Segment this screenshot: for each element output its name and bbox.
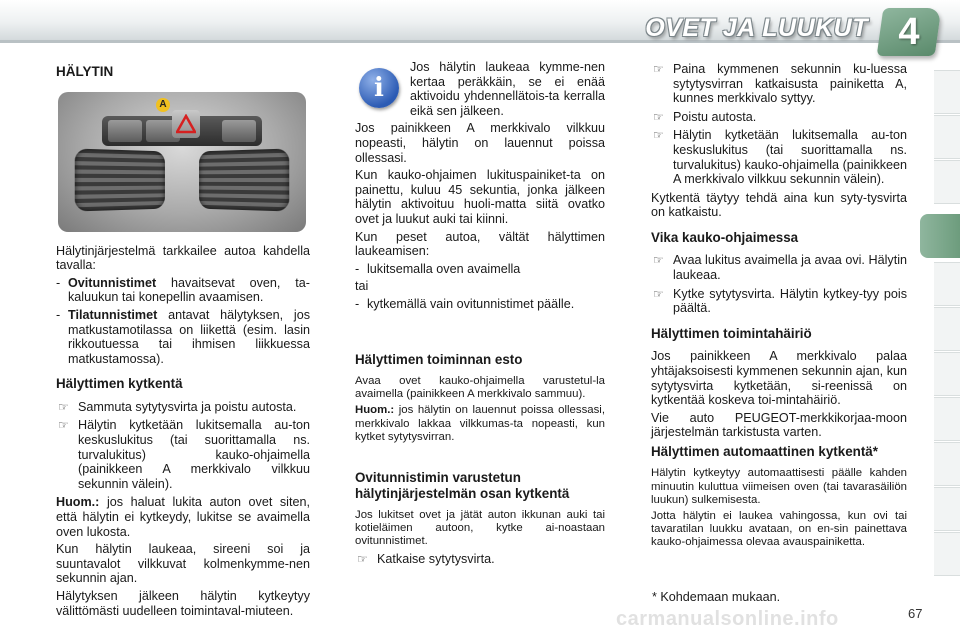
dashboard-button xyxy=(222,120,256,142)
fault-title: Vika kauko-ohjaimessa xyxy=(651,229,799,245)
step-item: ☞ Kytke sytytysvirta. Hälytin kytkey-tyy pois päältä. xyxy=(653,286,907,316)
finger-pointer-icon: ☞ xyxy=(653,109,664,124)
step-item: ☞ Hälytin kytketään lukitsemalla au-ton keskuslukitus (tai suorittamalla ns. turvalukitus) kauko-ohjaimella (painikkeen A merkkivalo vilkkuu sekunnin välein). xyxy=(58,418,310,491)
info-icon: i xyxy=(359,68,399,108)
page-header xyxy=(0,0,960,56)
photo-label-a: A xyxy=(156,98,170,112)
unlock-paragraph: Kun kauko-ohjaimen lukituspainiket-ta on painettu, kuluu 45 sekuntia, jonka jälkeen hälytin aktivoituu huoli-matta siitä ovatko ovet ja luukut auki tai kiinni. xyxy=(355,168,605,226)
mode-item: - Tilatunnistimet antavat hälytyksen, jos matkustamotilassa on liikettä (esim. lasin rikkoutuessa tai ihmisen liikkuessa matkustamossa). xyxy=(56,307,310,366)
chapter-tab xyxy=(934,532,960,576)
mode-item: - Ovitunnistimet havaitsevat oven, ta-kaluukun tai konepellin avaamisen. xyxy=(56,275,310,305)
chapter-tab xyxy=(934,115,960,159)
chapter-tab xyxy=(934,442,960,486)
step-item: ☞ Poistu autosta. xyxy=(653,109,757,124)
finger-pointer-icon: ☞ xyxy=(58,399,69,414)
prevent-title: Hälyttimen toiminnan esto xyxy=(355,351,523,367)
chapter-tab xyxy=(934,160,960,204)
sound-paragraph: Kun hälytin laukeaa, sireeni soi ja suuntavalot vilkkuvat kolmenkymme-nen sekunnin ajan. xyxy=(56,542,310,586)
chapter-tab-active xyxy=(920,214,960,258)
step-item: ☞ Katkaise sytytysvirta. xyxy=(357,551,495,566)
mode-term: Ovitunnistimet xyxy=(68,275,157,290)
chapter-tab xyxy=(934,397,960,441)
door-sensor-title: Ovitunnistimin varustetun hälytinjärjestelmän osan kytkentä xyxy=(355,470,570,501)
watermark: carmanualsonline.info xyxy=(616,608,839,630)
mode-term: Tilatunnistimet xyxy=(68,307,158,322)
chapter-tab xyxy=(934,307,960,351)
rearm-paragraph: Hälytyksen jälkeen hälytin kytkeytyy välittömästi uudelleen toimintaval-miuteen. xyxy=(56,588,310,618)
activation-title: Hälyttimen kytkentä xyxy=(56,376,183,392)
note-paragraph: Huom.: jos haluat lukita auton ovet siten, että hälytin ei kytkeydy, lukitse se avaimella oven lukosta. xyxy=(56,495,310,539)
chapter-title: OVET JA LUUKUT xyxy=(645,14,868,42)
press-a-paragraph: Jos painikkeen A merkkivalo vilkkuu nopeasti, hälytin on lauennut poissa ollessasi. xyxy=(355,121,605,165)
chapter-tab xyxy=(934,262,960,306)
hazard-triangle-icon xyxy=(176,114,196,134)
auto-activation-title: Hälyttimen automaattinen kytkentä* xyxy=(651,443,878,459)
malfunction-text: Jos painikkeen A merkkivalo palaa yhtäjaksoisesti kymmenen sekunnin ajan, kun sytytysvirta kytketään, si-reenissä on kytkentää koskeva toi-mintahäiriö. xyxy=(651,349,907,408)
chapter-tab xyxy=(934,487,960,531)
hazard-button xyxy=(172,110,200,138)
step-item: ☞ Hälytin kytketään lukitsemalla au-ton keskuslukitus (tai suorittamalla ns. turvalukitus) kauko-ohjaimella (painikkeen A merkkivalo vilkkuu sekunnin välein). xyxy=(653,128,907,187)
intro-text: Hälytinjärjestelmä tarkkailee autoa kahdella tavalla: xyxy=(56,243,310,273)
info-box xyxy=(355,60,605,118)
finger-pointer-icon: ☞ xyxy=(653,286,664,301)
chapter-number-badge xyxy=(877,8,942,56)
step-item: ☞ Avaa lukitus avaimella ja avaa ovi. Hälytin laukeaa. xyxy=(653,253,907,283)
footnote: * Kohdemaan mukaan. xyxy=(652,590,781,604)
auto-activation-text2: Jotta hälytin ei laukea vahingossa, kun ovi tai tavaratilan luukku avataan, on en-sin painettava kauko-ohjaimessa olevaa avauspainiketta. xyxy=(651,509,907,549)
prevent-note: Huom.: jos hälytin on lauennut poissa ollessasi, merkkivalo lakkaa vilkkumas-ta nopeasti, kun kytket sytytysvirran. xyxy=(355,404,605,443)
right-air-vent xyxy=(199,148,289,211)
column-left xyxy=(56,56,310,621)
finger-pointer-icon: ☞ xyxy=(357,551,368,566)
info-text: Jos hälytin laukeaa kymme-nen kertaa peräkkäin, se ei enää aktivoidu yhdennellätois-ta kerralla eikä sen jälkeen. xyxy=(410,60,605,118)
chapter-tab xyxy=(934,352,960,396)
step-item: ☞ Paina kymmenen sekunnin ku-luessa sytytysvirran katkaisusta painiketta A, kunnes merkkivalo syttyy. xyxy=(653,62,907,106)
auto-activation-text: Hälytin kytkeytyy automaattisesti päälle kahden minuutin kuluttua viimeisen oven (tai tavarasäiliön luukun) sulkemisesta. xyxy=(651,467,907,506)
avoid-option: - kytkemällä vain ovitunnistimet päälle. xyxy=(355,296,575,311)
mode-text: antavat hälytyksen, jos matkustamotilassa on liikettä (esim. lasin rikkoutuessa tai ihmisen liikkuessa matkustamossa). xyxy=(68,307,310,366)
chapter-number: 4 xyxy=(898,11,920,53)
mode-text: havaitsevat oven, ta-kaluukun tai konepellin avaamisen. xyxy=(68,275,310,305)
finger-pointer-icon: ☞ xyxy=(58,418,69,433)
avoid-option: - lukitsemalla oven avaimella xyxy=(355,261,521,276)
dashboard-button xyxy=(108,120,142,142)
column-middle xyxy=(355,56,605,570)
finger-pointer-icon: ☞ xyxy=(653,62,664,76)
finger-pointer-icon: ☞ xyxy=(653,128,664,143)
page-number: 67 xyxy=(908,606,923,621)
finger-pointer-icon: ☞ xyxy=(653,253,664,268)
avoid-paragraph: Kun peset autoa, vältät hälyttimen laukeamisen: xyxy=(355,229,605,259)
step-item: ☞ Sammuta sytytysvirta ja poistu autosta. xyxy=(58,399,297,414)
chapter-tab xyxy=(934,70,960,114)
redo-paragraph: Kytkentä täytyy tehdä aina kun syty-tysvirta on katkaistu. xyxy=(651,190,907,220)
avoid-or: tai xyxy=(355,279,369,294)
malfunction-title: Hälyttimen toimintahäiriö xyxy=(651,325,812,341)
door-sensor-text: Jos lukitset ovet ja jätät auton ikkunan auki tai kotieläimen autoon, kytke ai-noastaan ovitunnistimet. xyxy=(355,509,605,548)
left-air-vent xyxy=(75,148,165,211)
malfunction-text2: Vie auto PEUGEOT-merkkikorjaa-moon järjestelmän tarkistusta varten. xyxy=(651,410,907,440)
dashboard-photo xyxy=(58,92,306,232)
column-right xyxy=(651,56,907,553)
section-title: HÄLYTIN xyxy=(56,64,114,79)
prevent-text: Avaa ovet kauko-ohjaimella varustetul-la avaimella (painikkeen A merkkivalo sammuu). xyxy=(355,375,605,401)
